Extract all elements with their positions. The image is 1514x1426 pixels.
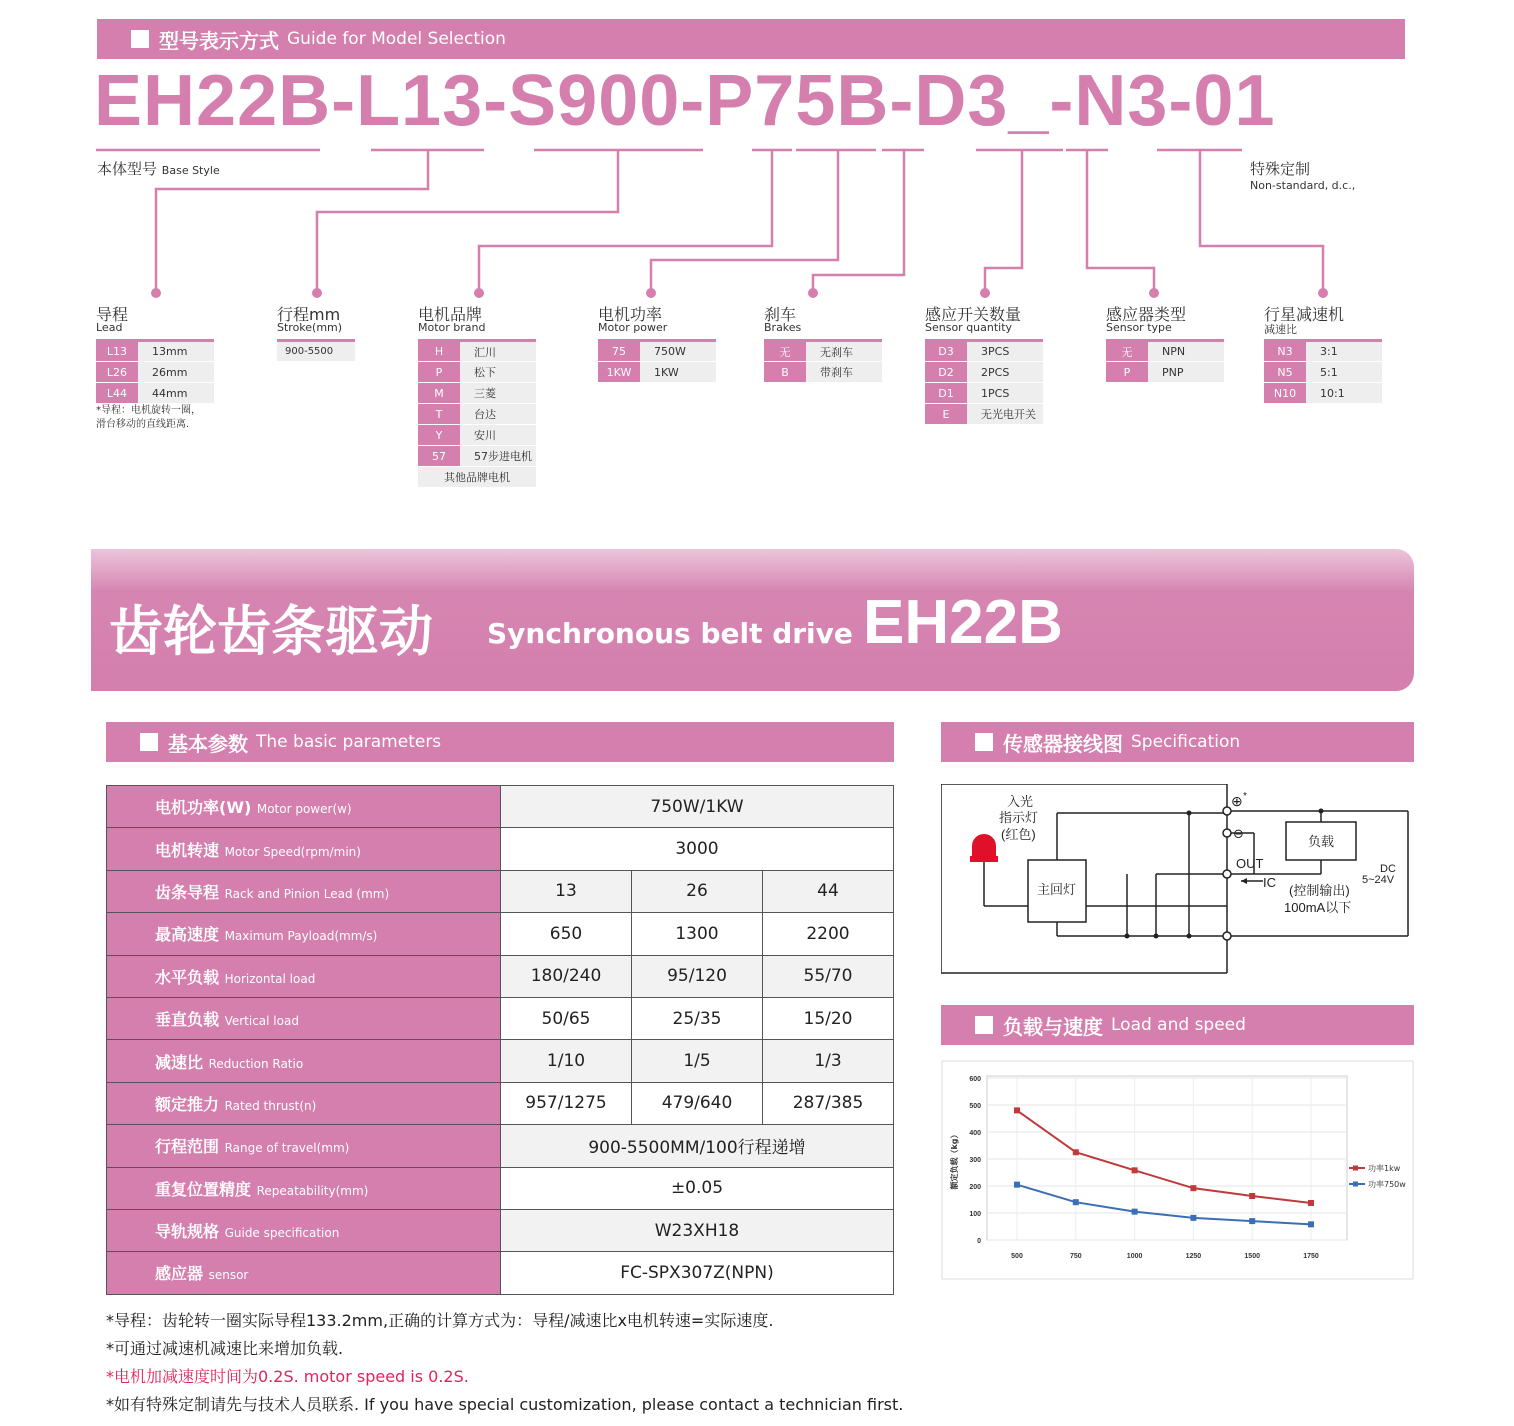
option-code: 75: [598, 341, 640, 362]
param-label: [107, 828, 501, 870]
param-value: 2200: [763, 913, 894, 955]
option-extra: 其他品牌电机: [418, 467, 536, 488]
legend-marker: [1353, 1166, 1358, 1171]
option-row: [1264, 362, 1382, 383]
data-point: [1308, 1200, 1314, 1206]
option-row: [418, 362, 536, 383]
option-code: 无: [764, 341, 806, 362]
option-table: [598, 339, 716, 383]
option-group-subtitle: Stroke(mm): [277, 321, 343, 334]
option-group-subtitle: Sensor quantity: [925, 321, 1013, 334]
guide-title-cn: 型号表示方式: [159, 28, 279, 53]
param-label-cn: 重复位置精度: [155, 1179, 257, 1199]
param-value: FC-SPX307Z(NPN): [501, 1252, 894, 1294]
option-code: E: [925, 404, 967, 425]
guide-title-en: Guide for Model Selection: [287, 29, 506, 49]
out-label: OUT: [1236, 856, 1264, 871]
param-label: [107, 997, 501, 1039]
option-group-title: 行星减速机: [1264, 305, 1345, 324]
sensor-wiring-diagram: [941, 784, 1414, 974]
option-row: [277, 341, 355, 362]
param-value: 957/1275: [501, 1082, 632, 1124]
base-style-en: Base Style: [161, 164, 220, 177]
param-label: [107, 1209, 501, 1251]
param-value: 1/10: [501, 1040, 632, 1082]
param-label-en: Rack and Pinion Lead (mm): [224, 886, 390, 901]
option-row: [925, 362, 1043, 383]
y-tick-label: 600: [969, 1076, 981, 1083]
param-label-en: Vertical load: [224, 1014, 299, 1029]
x-tick-label: 500: [1011, 1253, 1023, 1260]
light-label: 入光: [1007, 794, 1034, 809]
option-code: Y: [418, 425, 460, 446]
option-table: [277, 339, 355, 362]
param-label: [107, 1082, 501, 1124]
option-row: [598, 341, 716, 362]
option-code: T: [418, 404, 460, 425]
sensor-header: [941, 722, 1414, 762]
param-row: [107, 955, 894, 997]
option-value: 44mm: [138, 383, 214, 404]
option-value: 750W: [640, 341, 716, 362]
option-group-subtitle: Motor power: [598, 321, 668, 334]
y-tick-label: 300: [969, 1157, 981, 1164]
option-note: *导程：电机旋转一圈， 滑台移动的直线距离.: [96, 405, 201, 430]
option-code: 1KW: [598, 362, 640, 383]
minus-icon: ⊖: [1233, 827, 1244, 842]
plus-label: ⊕: [1231, 793, 1243, 809]
param-row: [107, 1125, 894, 1167]
option-row: [598, 362, 716, 383]
param-value: 479/640: [632, 1082, 763, 1124]
option-group-title: 行程mm: [277, 305, 341, 324]
option-value: 13mm: [138, 341, 214, 362]
option-code: D3: [925, 341, 967, 362]
x-tick-label: 750: [1069, 1253, 1082, 1260]
param-label: [107, 955, 501, 997]
data-point: [1132, 1167, 1138, 1173]
footnote: *可通过减速机减速比来增加负载.: [106, 1339, 344, 1358]
volt-label: 5~24V: [1362, 874, 1395, 886]
indicator-label: 指示灯: [999, 810, 1039, 825]
option-code: N5: [1264, 362, 1306, 383]
base-style-label: [97, 158, 220, 179]
option-row: [418, 404, 536, 425]
option-value: 1PCS: [967, 383, 1043, 404]
option-code: D2: [925, 362, 967, 383]
option-group-title: 刹车: [764, 305, 797, 324]
basic-title-en: The basic parameters: [256, 732, 442, 752]
option-code: L26: [96, 362, 138, 383]
banner-title-en: Synchronous belt drive: [487, 617, 853, 650]
param-label-en: Rated thrust(n): [224, 1098, 317, 1113]
option-table: [1264, 339, 1382, 404]
param-label-en: Horizontal load: [224, 971, 316, 986]
param-row: [107, 1167, 894, 1209]
param-value: 1/3: [763, 1040, 894, 1082]
param-label: [107, 1040, 501, 1082]
option-value: 三菱: [460, 383, 536, 404]
red-label: (红色): [1001, 827, 1036, 842]
load-label: 负载: [1308, 834, 1335, 849]
option-value: 900-5500: [277, 341, 355, 362]
option-row: [418, 383, 536, 404]
option-code: P: [1106, 362, 1148, 383]
option-row: [418, 341, 536, 362]
option-code: B: [764, 362, 806, 383]
param-label: [107, 1252, 501, 1294]
param-row: [107, 828, 894, 870]
option-code: P: [418, 362, 460, 383]
square-icon: [975, 733, 993, 751]
load-speed-title-en: Load and speed: [1111, 1015, 1246, 1035]
option-group-subtitle: Motor brand: [418, 321, 486, 334]
param-label: [107, 870, 501, 912]
option-row: [764, 341, 882, 362]
option-code: L13: [96, 341, 138, 362]
param-row: [107, 1252, 894, 1294]
current-label: 100mA以下: [1284, 900, 1352, 915]
param-value: 650: [501, 913, 632, 955]
base-style-cn: 本体型号: [97, 160, 158, 178]
option-group-title: 电机功率: [598, 305, 663, 324]
legend-marker: [1353, 1182, 1358, 1187]
param-row: [107, 870, 894, 912]
option-row: [418, 446, 536, 467]
x-tick-label: 1500: [1244, 1253, 1260, 1260]
param-label-en: Motor power(w): [256, 802, 352, 817]
param-value: 3000: [501, 828, 894, 870]
param-label-en: Maximum Payload(mm/s): [224, 929, 378, 944]
data-point: [1073, 1199, 1079, 1205]
param-row: [107, 1082, 894, 1124]
param-label-cn: 电机转速: [155, 840, 225, 860]
param-value: 1/5: [632, 1040, 763, 1082]
option-group-subtitle: 减速比: [1264, 323, 1297, 336]
param-label-cn: 水平负载: [155, 967, 225, 987]
option-value: 1KW: [640, 362, 716, 383]
option-code: D1: [925, 383, 967, 404]
option-value: 3PCS: [967, 341, 1043, 362]
option-group-subtitle: Lead: [96, 321, 123, 334]
option-value: PNP: [1148, 362, 1224, 383]
option-value: 无光电开关: [967, 404, 1043, 425]
footnote: *如有特殊定制请先与技术人员联系. If you have special customization, please contact a technician first.: [106, 1395, 904, 1414]
option-group-title: 感应开关数量: [925, 305, 1022, 324]
special-en: Non-standard, d.c.,: [1250, 179, 1356, 192]
param-label-en: Guide specification: [224, 1226, 340, 1241]
param-label: [107, 913, 501, 955]
option-table: [925, 339, 1043, 425]
banner-title-cn: 齿轮齿条驱动: [109, 600, 433, 663]
option-code: H: [418, 341, 460, 362]
param-value: 13: [501, 870, 632, 912]
y-axis-label: 额定负载（kg）: [950, 1130, 959, 1190]
option-table: [418, 339, 536, 488]
data-point: [1190, 1215, 1196, 1221]
param-label-cn: 行程范围: [155, 1137, 225, 1157]
param-label-cn: 减速比: [155, 1052, 209, 1072]
option-value: 26mm: [138, 362, 214, 383]
special-cn: 特殊定制: [1250, 160, 1311, 178]
load-speed-chart: [941, 1060, 1414, 1280]
option-table: [1106, 339, 1224, 383]
param-label: [107, 786, 501, 828]
param-label-cn: 额定推力: [155, 1094, 225, 1114]
sensor-title-en: Specification: [1131, 732, 1241, 752]
option-value: 无刹车: [806, 341, 882, 362]
data-point: [1014, 1107, 1020, 1113]
sensor-title-cn: 传感器接线图: [1003, 731, 1123, 756]
option-group-title: 电机品牌: [418, 305, 483, 324]
param-row: [107, 786, 894, 828]
basic-header: [106, 722, 894, 762]
dc-label: DC: [1380, 863, 1396, 875]
param-value: 50/65: [501, 997, 632, 1039]
option-row: [1106, 341, 1224, 362]
param-label-en: Repeatability(mm): [256, 1183, 369, 1198]
data-point: [1190, 1185, 1196, 1191]
option-value: 10:1: [1306, 383, 1382, 404]
option-group-subtitle: Brakes: [764, 321, 802, 334]
option-row: [96, 362, 214, 383]
load-speed-header: [941, 1005, 1414, 1045]
led-icon: [970, 834, 998, 862]
param-value: 55/70: [763, 955, 894, 997]
param-value: 287/385: [763, 1082, 894, 1124]
main-label: 主回灯: [1037, 882, 1077, 897]
param-value: 900-5500MM/100行程递增: [501, 1125, 894, 1167]
param-row: [107, 913, 894, 955]
param-value: 15/20: [763, 997, 894, 1039]
option-value: 带刹车: [806, 362, 882, 383]
param-value: W23XH18: [501, 1209, 894, 1251]
ic-label: IC: [1263, 875, 1276, 890]
param-value: 180/240: [501, 955, 632, 997]
option-code: M: [418, 383, 460, 404]
option-value: 安川: [460, 425, 536, 446]
param-value: 44: [763, 870, 894, 912]
load-speed-title-cn: 负载与速度: [1003, 1014, 1103, 1039]
y-tick-label: 100: [969, 1211, 981, 1218]
data-point: [1014, 1182, 1020, 1188]
option-row: [925, 383, 1043, 404]
param-label-cn: 最高速度: [155, 925, 225, 945]
option-value: 3:1: [1306, 341, 1382, 362]
option-row: [1264, 341, 1382, 362]
basic-title-cn: 基本参数: [168, 731, 248, 756]
option-value: 5:1: [1306, 362, 1382, 383]
param-row: [107, 1040, 894, 1082]
param-value: 95/120: [632, 955, 763, 997]
param-value: 25/35: [632, 997, 763, 1039]
option-value: NPN: [1148, 341, 1224, 362]
option-table: [96, 339, 214, 404]
special-label: [1250, 158, 1355, 192]
parameters-table: [106, 785, 894, 1295]
param-label-cn: 导轨规格: [155, 1222, 225, 1242]
option-code: L44: [96, 383, 138, 404]
param-value: 26: [632, 870, 763, 912]
option-row: [96, 383, 214, 404]
option-row: [96, 341, 214, 362]
option-value: 57步进电机: [460, 446, 536, 467]
x-tick-label: 1750: [1303, 1253, 1319, 1260]
option-value: 汇川: [460, 341, 536, 362]
param-label-en: sensor: [208, 1268, 249, 1283]
option-code: N10: [1264, 383, 1306, 404]
param-label: [107, 1125, 501, 1167]
data-point: [1249, 1218, 1255, 1224]
data-point: [1073, 1149, 1079, 1155]
footnote: *导程：齿轮转一圈实际导程133.2mm,正确的计算方式为：导程/减速比x电机转速=实际速度.: [106, 1311, 774, 1330]
option-value: 2PCS: [967, 362, 1043, 383]
y-tick-label: 400: [969, 1130, 981, 1137]
x-tick-label: 1250: [1185, 1253, 1202, 1260]
legend-label: 功率750w: [1368, 1180, 1406, 1189]
param-label-en: Motor Speed(rpm/min): [224, 844, 361, 859]
y-tick-label: 500: [969, 1103, 981, 1110]
param-label-en: Range of travel(mm): [224, 1141, 350, 1156]
legend-label: 功率1kw: [1368, 1164, 1401, 1173]
option-row: [925, 404, 1043, 425]
option-row: [925, 341, 1043, 362]
param-label-cn: 感应器: [155, 1264, 209, 1284]
param-label-cn: 电机功率(W): [155, 798, 257, 818]
option-code: 无: [1106, 341, 1148, 362]
data-point: [1249, 1193, 1255, 1199]
option-row: [764, 362, 882, 383]
param-row: [107, 997, 894, 1039]
option-group-subtitle: Sensor type: [1106, 321, 1172, 334]
param-row: [107, 1209, 894, 1251]
product-banner: [91, 549, 1414, 691]
param-label-cn: 垂直负载: [155, 1010, 225, 1030]
y-tick-label: 200: [969, 1184, 981, 1191]
param-label-cn: 齿条导程: [155, 882, 225, 902]
param-label: [107, 1167, 501, 1209]
star-label: *: [1243, 791, 1247, 802]
model-code: EH22B-L13-S900-P75B-D3_-N3-01: [94, 61, 1276, 141]
model-connector-lines: [0, 0, 1514, 310]
option-row: [418, 425, 536, 446]
option-code: N3: [1264, 341, 1306, 362]
param-label-en: Reduction Ratio: [208, 1056, 304, 1071]
option-group-title: 导程: [96, 305, 129, 324]
option-code: 57: [418, 446, 460, 467]
option-row: [1264, 383, 1382, 404]
y-tick-label: 0: [977, 1238, 981, 1245]
data-point: [1132, 1209, 1138, 1215]
data-point: [1308, 1221, 1314, 1227]
square-icon: [975, 1016, 993, 1034]
param-value: ±0.05: [501, 1167, 894, 1209]
param-value: 1300: [632, 913, 763, 955]
ctrl-label: (控制输出): [1289, 883, 1350, 898]
option-table: [764, 339, 882, 383]
banner-model: EH22B: [863, 588, 1063, 657]
option-value: 松下: [460, 362, 536, 383]
option-value: 台达: [460, 404, 536, 425]
param-value: 750W/1KW: [501, 786, 894, 828]
square-icon: [140, 733, 158, 751]
footnote: *电机加减速度时间为0.2S. motor speed is 0.2S.: [106, 1367, 469, 1386]
option-row: [1106, 362, 1224, 383]
option-group-title: 感应器类型: [1106, 305, 1187, 324]
x-tick-label: 1000: [1126, 1253, 1143, 1260]
